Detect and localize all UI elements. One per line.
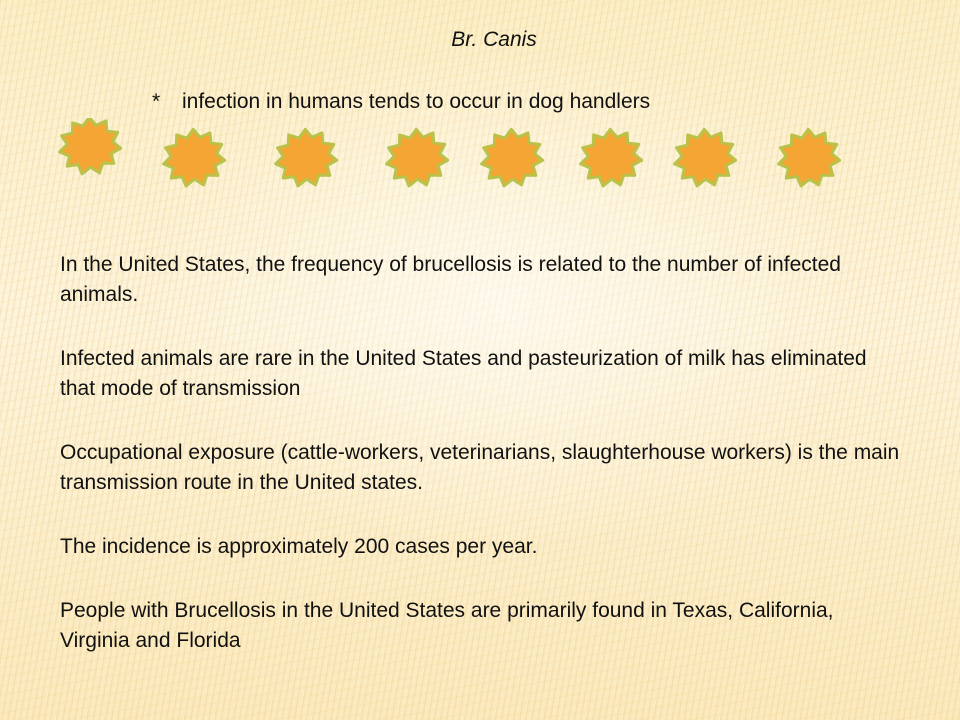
subtitle-bullet: * bbox=[152, 90, 161, 113]
paragraph-2: Infected animals are rare in the United States and pasteurization of milk has eliminated that mode of transmission bbox=[60, 347, 867, 400]
burst-star-icon bbox=[668, 124, 741, 194]
burst-star-icon bbox=[157, 124, 230, 194]
burst-star-icon bbox=[380, 124, 453, 194]
burst-star-icon bbox=[53, 118, 126, 181]
burst-star-icon bbox=[475, 124, 548, 194]
paragraph-1: In the United States, the frequency of brucellosis is related to the number of infected animals. bbox=[60, 253, 841, 306]
paragraph-5: People with Brucellosis in the United States are primarily found in Texas, California, Virginia and Florida bbox=[60, 599, 834, 652]
star-row-graphic bbox=[0, 118, 960, 198]
star-row bbox=[0, 118, 960, 198]
burst-star-icon bbox=[772, 124, 845, 194]
burst-star-icon bbox=[269, 124, 342, 194]
body-text bbox=[60, 250, 900, 690]
subtitle-line bbox=[152, 88, 852, 116]
burst-star-icon bbox=[574, 124, 647, 194]
subtitle-text: infection in humans tends to occur in dog handlers bbox=[182, 90, 651, 113]
paragraph-3: Occupational exposure (cattle-workers, veterinarians, slaughterhouse workers) is the main transmission route in the United states. bbox=[60, 441, 900, 494]
paragraph-4: The incidence is approximately 200 cases per year. bbox=[60, 535, 538, 558]
slide-title: Br. Canis bbox=[451, 28, 537, 51]
